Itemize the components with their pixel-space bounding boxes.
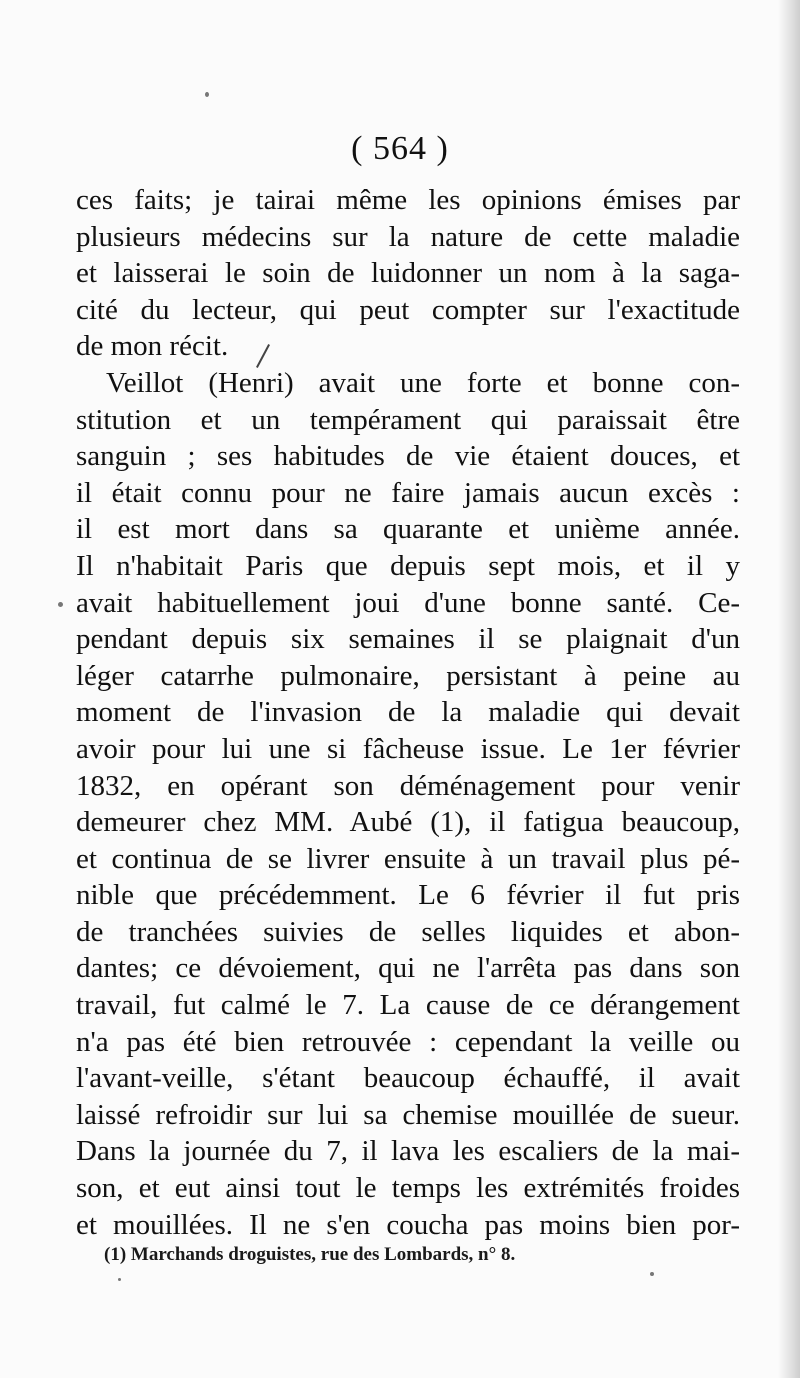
text-line: sanguin ; ses habitudes de vie étaient douces, et	[76, 440, 740, 473]
text-line: Il n'habitait Paris que depuis sept mois, et il y	[76, 549, 740, 582]
text-line: et continua de se livrer ensuite à un travail plus pé-	[76, 842, 740, 875]
text-line: avoir pour lui une si fâcheuse issue. Le 1er février	[76, 732, 740, 765]
text-line: et laisserai le soin de luidonner un nom à la saga-	[76, 257, 740, 290]
ink-speck	[58, 602, 63, 607]
text-line: n'a pas été bien retrouvée : cependant la veille ou	[76, 1025, 740, 1058]
text-line: de tranchées suivies de selles liquides et abon-	[76, 915, 740, 948]
text-line: plusieurs médecins sur la nature de cette maladie	[76, 220, 740, 253]
text-line: 1832, en opérant son déménagement pour venir	[76, 769, 740, 802]
ink-speck	[118, 1278, 121, 1281]
footnote: (1) Marchands droguistes, rue des Lombards, n° 8.	[104, 1244, 516, 1265]
text-line: pendant depuis six semaines il se plaignait d'un	[76, 623, 740, 656]
text-line: l'avant-veille, s'étant beaucoup échauffé, il avait	[76, 1062, 740, 1095]
text-line: demeurer chez MM. Aubé (1), il fatigua beaucoup,	[76, 806, 740, 839]
text-line: Dans la journée du 7, il lava les escaliers de la mai-	[76, 1135, 740, 1168]
text-line: léger catarrhe pulmonaire, persistant à peine au	[76, 659, 740, 692]
text-line: il est mort dans sa quarante et unième année.	[76, 513, 740, 546]
text-line: nible que précédemment. Le 6 février il fut pris	[76, 879, 740, 912]
text-line: travail, fut calmé le 7. La cause de ce dérangement	[76, 989, 740, 1022]
text-line: et mouillées. Il ne s'en coucha pas moins bien por-	[76, 1208, 740, 1241]
page-edge-shadow	[778, 0, 800, 1378]
body-text	[76, 182, 740, 1243]
text-line: il était connu pour ne faire jamais aucun excès :	[76, 476, 740, 509]
ink-speck	[205, 92, 209, 97]
text-line: avait habituellement joui d'une bonne santé. Ce-	[76, 586, 740, 619]
page-number: ( 564 )	[351, 130, 449, 167]
text-line: moment de l'invasion de la maladie qui devait	[76, 696, 740, 729]
text-line: de mon récit.	[76, 330, 229, 363]
ink-speck	[650, 1272, 654, 1276]
text-line: stitution et un tempérament qui paraissait être	[76, 403, 740, 436]
text-line: laissé refroidir sur lui sa chemise mouillée de sueur.	[76, 1098, 740, 1131]
text-line: Veillot (Henri) avait une forte et bonne con-	[106, 366, 740, 399]
text-line: son, et eut ainsi tout le temps les extrémités froides	[76, 1172, 740, 1205]
text-line: cité du lecteur, qui peut compter sur l'exactitude	[76, 293, 740, 326]
text-line: ces faits; je tairai même les opinions émises par	[76, 184, 740, 216]
text-line: dantes; ce dévoiement, qui ne l'arrêta pas dans son	[76, 952, 740, 985]
